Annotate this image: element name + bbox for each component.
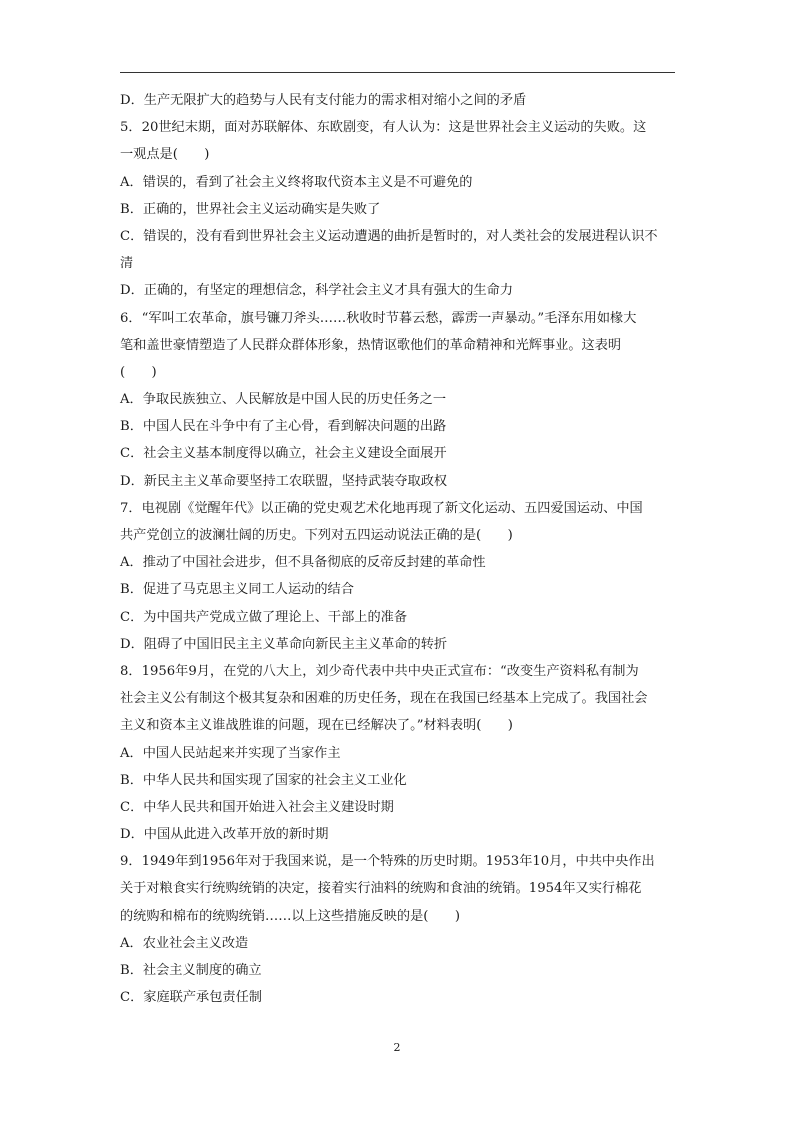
text-line: D．生产无限扩大的趋势与人民有支付能力的需求相对缩小之间的矛盾 [120, 93, 527, 108]
header-rule [120, 72, 675, 73]
text-line: 主义和资本主义谁战胜谁的问题，现在已经解决了。”材料表明( ) [120, 718, 513, 734]
question-6-stem: 6．“军叫工农革命，旗号镰刀斧头……秋收时节暮云愁，霹雳一声暴动。”毛泽东用如椽大 [120, 310, 637, 326]
text-line: 的统购和棉布的统购统销……以上这些措施反映的是( ) [120, 908, 460, 924]
option-b: B．社会主义制度的确立 [120, 963, 262, 978]
text-line: 关于对粮食实行统购统销的决定，接着实行油料的统购和食油的统销。1954年又实行棉花 [120, 881, 642, 897]
page-number: 2 [393, 1041, 401, 1054]
question-7-stem: 7．电视剧《觉醒年代》以正确的党史观艺术化地再现了新文化运动、五四爱国运动、中国 [120, 500, 643, 516]
text-line: 笔和盖世豪情塑造了人民群众群体形象，热情讴歌他们的革命精神和光辉事业。这表明 [120, 337, 622, 353]
question-5-stem: 5．20世纪末期，面对苏联解体、东欧剧变，有人认为：这是世界社会主义运动的失败。这 [120, 120, 647, 136]
option-b: B．正确的，世界社会主义运动确实是失败了 [120, 201, 381, 217]
option-a: A．中国人民站起来并实现了当家作主 [120, 745, 341, 761]
option-c: C．社会主义基本制度得以确立，社会主义建设全面展开 [120, 446, 447, 462]
option-a: A．农业社会主义改造 [120, 935, 249, 951]
option-b: B．促进了马克思主义同工人运动的结合 [120, 582, 354, 598]
option-c: C．错误的，没有看到世界社会主义运动遭遇的曲折是暂时的，对人类社会的发展进程认识不 [120, 228, 658, 244]
option-d: D．正确的，有坚定的理想信念，科学社会主义才具有强大的生命力 [120, 283, 514, 299]
option-d: D．阻碍了中国旧民主主义革命向新民主主义革命的转折 [120, 636, 448, 652]
text-line: 社会主义公有制这个极其复杂和困难的历史任务，现在在我国已经基本上完成了。我国社会 [120, 691, 648, 707]
text-line: 共产党创立的波澜壮阔的历史。下列对五四运动说法正确的是( ) [120, 528, 513, 543]
text-line: ( ) [120, 364, 157, 380]
text-line: 一观点是( ) [120, 147, 210, 163]
option-c: C．中华人民共和国开始进入社会主义建设时期 [120, 799, 394, 815]
option-a: A．错误的，看到了社会主义终将取代资本主义是不可避免的 [120, 174, 473, 190]
option-b: B．中华人民共和国实现了国家的社会主义工业化 [120, 772, 407, 788]
question-8-stem: 8．1956年9月，在党的八大上，刘少奇代表中共中央正式宣布：“改变生产资料私有制为 [120, 663, 639, 679]
option-c: C．家庭联产承包责任制 [120, 990, 262, 1006]
exam-page-content [120, 87, 675, 1011]
option-d: D．新民主主义革命要坚持工农联盟，坚持武装夺取政权 [120, 473, 448, 489]
question-9-stem: 9．1949年到1956年对于我国来说，是一个特殊的历史时期。1953年10月，中共中央作出 [120, 854, 655, 870]
option-a: A．推动了中国社会进步，但不具备彻底的反帝反封建的革命性 [120, 555, 486, 571]
option-c: C．为中国共产党成立做了理论上、干部上的准备 [120, 609, 408, 625]
option-b: B．中国人民在斗争中有了主心骨，看到解决问题的出路 [120, 419, 447, 435]
text-line: 清 [120, 256, 134, 272]
option-d: D．中国从此进入改革开放的新时期 [120, 827, 329, 843]
option-a: A．争取民族独立、人民解放是中国人民的历史任务之一 [120, 392, 447, 408]
